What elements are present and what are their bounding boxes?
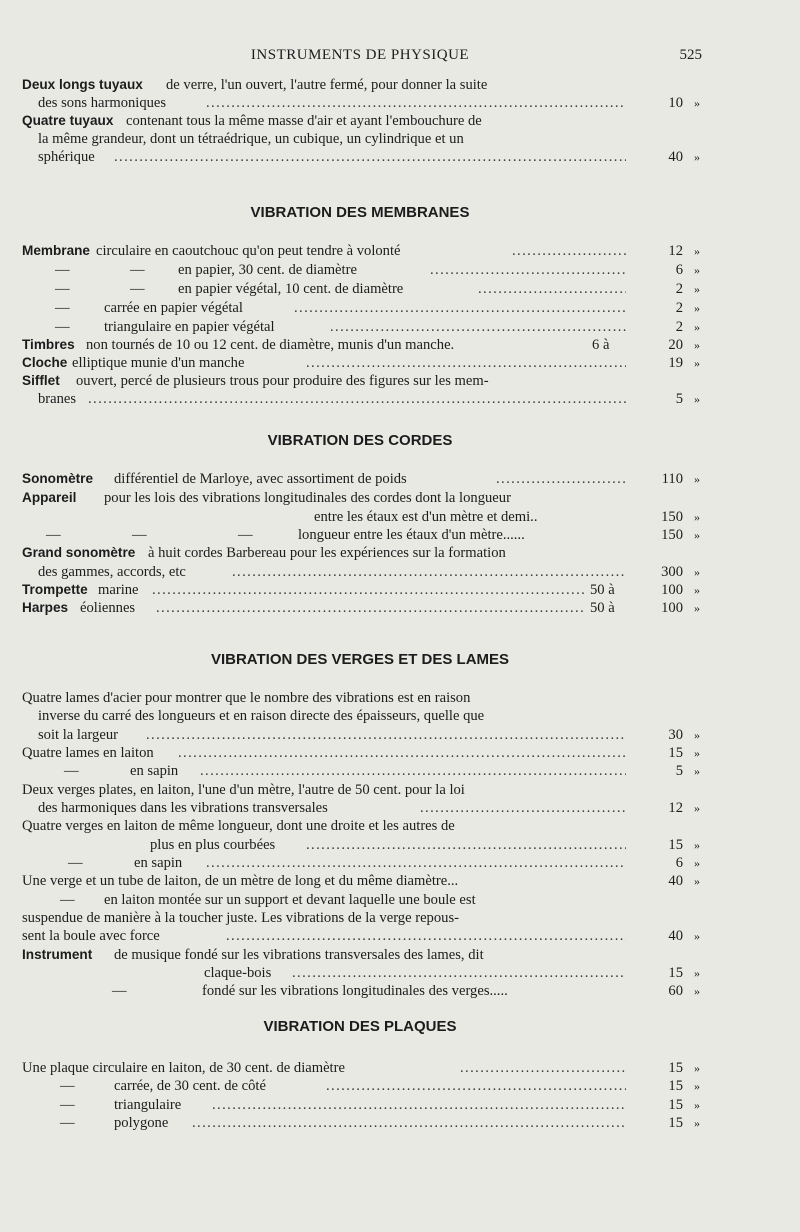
item-price: 30: [668, 727, 683, 743]
item-lead: Trompette: [22, 582, 88, 597]
item-unit: »: [694, 528, 700, 542]
item-text: éoliennes: [80, 600, 136, 616]
ditto-dash: —: [64, 763, 79, 779]
item-text: en sapin: [134, 855, 183, 871]
leader-dots: [200, 762, 626, 780]
item-lead: Instrument: [22, 947, 93, 962]
item-lead: Sonomètre: [22, 471, 94, 486]
item-unit: »: [694, 856, 700, 870]
leader-dots: [206, 94, 626, 112]
leader-dots: [306, 836, 626, 854]
catalog-line: [0, 891, 800, 909]
item-price: 40: [668, 149, 683, 165]
item-price: 15: [668, 1060, 683, 1076]
item-text: sent la boule avec force: [22, 928, 160, 944]
catalog-line: [0, 1096, 800, 1114]
item-unit: »: [694, 1116, 700, 1130]
item-unit: »: [694, 874, 700, 888]
ditto-dash: —: [238, 527, 253, 543]
item-price: 150: [661, 527, 683, 543]
item-text: Une verge et un tube de laiton, de un mètre de long et du même diamètre...: [22, 873, 459, 889]
leader-dots: [88, 390, 626, 408]
item-unit: »: [694, 728, 700, 742]
item-text: entre les étaux est d'un mètre et demi..: [314, 509, 538, 525]
item-price: 100: [661, 582, 683, 598]
section-heading: VIBRATION DES CORDES: [267, 432, 453, 449]
leader-dots: [212, 1096, 626, 1114]
item-unit: »: [694, 966, 700, 980]
item-text: différentiel de Marloye, avec assortiment de poids: [114, 471, 407, 487]
item-text: claque-bois: [204, 965, 272, 981]
catalog-line: [0, 581, 800, 599]
ditto-dash: —: [60, 1115, 75, 1131]
item-price: 15: [668, 1078, 683, 1094]
ditto-dash: —: [112, 983, 127, 999]
leader-dots: [306, 354, 626, 372]
item-unit: »: [694, 338, 700, 352]
catalog-line: [0, 372, 800, 390]
item-unit: »: [694, 984, 700, 998]
catalog-line: [0, 563, 800, 581]
leader-dots: [512, 242, 626, 260]
catalog-line: [0, 982, 800, 1000]
item-qty: 50 à: [590, 600, 615, 616]
leader-dots: [206, 854, 626, 872]
item-text: sphérique: [38, 149, 95, 165]
item-lead: Grand sonomètre: [22, 545, 136, 560]
item-qty: 6 à: [592, 337, 610, 353]
item-unit: »: [694, 282, 700, 296]
item-lead: Harpes: [22, 600, 69, 615]
catalog-line: [0, 854, 800, 872]
catalog-line: [0, 489, 800, 507]
item-unit: »: [694, 801, 700, 815]
item-text: Deux verges plates, en laiton, l'une d'un mètre, l'autre de 50 cent. pour la loi: [22, 782, 465, 798]
item-lead: Deux longs tuyaux: [22, 77, 143, 92]
catalog-line: [0, 964, 800, 982]
item-price: 2: [675, 281, 683, 297]
catalog-line: [0, 318, 800, 336]
catalog-line: [0, 470, 800, 488]
item-price: 10: [668, 95, 683, 111]
item-price: 300: [661, 564, 683, 580]
catalog-line: [0, 1114, 800, 1132]
ditto-dash: —: [130, 281, 145, 297]
catalog-line: [0, 148, 800, 166]
catalog-line: [0, 726, 800, 744]
item-text: fondé sur les vibrations longitudinales des verges.....: [202, 983, 508, 999]
item-text: des harmoniques dans les vibrations transversales: [38, 800, 328, 816]
item-text: branes: [38, 391, 77, 407]
catalog-line: [0, 1059, 800, 1077]
leader-dots: [192, 1114, 626, 1132]
ditto-dash: —: [55, 300, 70, 316]
leader-dots: [226, 927, 626, 945]
catalog-line: [0, 707, 800, 725]
catalog-line: [0, 909, 800, 927]
item-unit: »: [694, 356, 700, 370]
item-unit: »: [694, 601, 700, 615]
item-text: soit la largeur: [38, 727, 118, 743]
item-price: 15: [668, 965, 683, 981]
item-text: plus en plus courbées: [150, 837, 276, 853]
section-heading: VIBRATION DES PLAQUES: [263, 1018, 457, 1035]
item-unit: »: [694, 96, 700, 110]
item-qty: 50 à: [590, 582, 615, 598]
catalog-line: [0, 544, 800, 562]
item-lead: Appareil: [22, 490, 77, 505]
item-price: 6: [675, 262, 683, 278]
item-price: 15: [668, 837, 683, 853]
item-unit: »: [694, 244, 700, 258]
item-unit: »: [694, 1079, 700, 1093]
item-unit: »: [694, 263, 700, 277]
item-price: 60: [668, 983, 683, 999]
item-text: elliptique munie d'un manche: [72, 355, 245, 371]
item-text: à huit cordes Barbereau pour les expériences sur la formation: [148, 545, 506, 561]
catalog-line: [0, 242, 800, 260]
item-text: Quatre lames en laiton: [22, 745, 154, 761]
catalog-line: [0, 508, 800, 526]
item-text: en sapin: [130, 763, 179, 779]
ditto-dash: —: [55, 262, 70, 278]
ditto-dash: —: [132, 527, 147, 543]
catalog-line: [0, 744, 800, 762]
item-price: 40: [668, 928, 683, 944]
catalog-line: [0, 280, 800, 298]
item-text: carrée en papier végétal: [104, 300, 243, 316]
leader-dots: [114, 148, 626, 166]
ditto-dash: —: [46, 527, 61, 543]
item-unit: »: [694, 1098, 700, 1112]
leader-dots: [460, 1059, 626, 1077]
catalog-line: [0, 390, 800, 408]
item-price: 150: [661, 509, 683, 525]
item-price: 15: [668, 745, 683, 761]
catalog-line: [0, 762, 800, 780]
item-unit: »: [694, 301, 700, 315]
item-text: circulaire en caoutchouc qu'on peut tendre à volonté: [96, 243, 401, 259]
item-text: triangulaire: [114, 1097, 182, 1113]
item-text: contenant tous la même masse d'air et ayant l'embouchure de: [126, 113, 482, 129]
item-text: en papier, 30 cent. de diamètre: [178, 262, 357, 278]
item-unit: »: [694, 510, 700, 524]
leader-dots: [178, 744, 626, 762]
catalog-line: [0, 872, 800, 890]
item-price: 20: [668, 337, 683, 353]
item-text: Quatre verges en laiton de même longueur, dont une droite et les autres de: [22, 818, 455, 834]
catalog-line: [0, 927, 800, 945]
catalog-line: [0, 799, 800, 817]
catalog-line: [0, 354, 800, 372]
catalog-line: [0, 836, 800, 854]
section-heading: VIBRATION DES MEMBRANES: [250, 204, 470, 221]
item-text: de musique fondé sur les vibrations transversales des lames, dit: [114, 947, 484, 963]
item-text: non tournés de 10 ou 12 cent. de diamètre, munis d'un manche.: [86, 337, 455, 353]
item-price: 40: [668, 873, 683, 889]
item-unit: »: [694, 150, 700, 164]
catalog-line: [0, 817, 800, 835]
item-lead: Quatre tuyaux: [22, 113, 114, 128]
item-text: en laiton montée sur un support et devant laquelle une boule est: [104, 892, 476, 908]
catalog-line: [0, 130, 800, 148]
catalog-line: [0, 781, 800, 799]
item-unit: »: [694, 472, 700, 486]
item-unit: »: [694, 929, 700, 943]
ditto-dash: —: [60, 1097, 75, 1113]
catalog-line: [0, 94, 800, 112]
item-text: triangulaire en papier végétal: [104, 319, 275, 335]
item-price: 15: [668, 1115, 683, 1131]
leader-dots: [152, 581, 586, 599]
item-lead: Sifflet: [22, 373, 60, 388]
item-text: marine: [98, 582, 139, 598]
leader-dots: [292, 964, 626, 982]
item-unit: »: [694, 392, 700, 406]
item-unit: »: [694, 838, 700, 852]
leader-dots: [156, 599, 586, 617]
catalog-line: [0, 599, 800, 617]
leader-dots: [326, 1077, 626, 1095]
ditto-dash: —: [130, 262, 145, 278]
catalog-line: [0, 261, 800, 279]
leader-dots: [496, 470, 626, 488]
leader-dots: [330, 318, 626, 336]
ditto-dash: —: [60, 892, 75, 908]
item-text: en papier végétal, 10 cent. de diamètre: [178, 281, 404, 297]
item-text: des gammes, accords, etc: [38, 564, 186, 580]
item-price: 6: [675, 855, 683, 871]
item-price: 5: [675, 391, 683, 407]
item-text: Quatre lames d'acier pour montrer que le nombre des vibrations est en raison: [22, 690, 471, 706]
item-price: 12: [668, 800, 683, 816]
item-price: 2: [675, 319, 683, 335]
catalog-line: [0, 112, 800, 130]
catalog-line: [0, 946, 800, 964]
ditto-dash: —: [55, 281, 70, 297]
item-unit: »: [694, 583, 700, 597]
item-price: 2: [675, 300, 683, 316]
item-text: suspendue de manière à la toucher juste. Les vibrations de la verge repous-: [22, 910, 459, 926]
catalog-line: [0, 76, 800, 94]
item-unit: »: [694, 764, 700, 778]
catalog-line: [0, 299, 800, 317]
leader-dots: [478, 280, 626, 298]
item-lead: Cloche: [22, 355, 68, 370]
item-unit: »: [694, 1061, 700, 1075]
leader-dots: [294, 299, 626, 317]
section-heading: VIBRATION DES VERGES ET DES LAMES: [210, 651, 510, 668]
catalog-line: [0, 1077, 800, 1095]
item-price: 15: [668, 1097, 683, 1113]
ditto-dash: —: [68, 855, 83, 871]
item-lead: Timbres: [22, 337, 75, 352]
ditto-dash: —: [55, 319, 70, 335]
catalog-line: [0, 689, 800, 707]
page-title: INSTRUMENTS DE PHYSIQUE: [250, 47, 470, 63]
item-price: 12: [668, 243, 683, 259]
item-text: carrée, de 30 cent. de côté: [114, 1078, 266, 1094]
item-price: 19: [668, 355, 683, 371]
item-text: la même grandeur, dont un tétraédrique, un cubique, un cylindrique et un: [38, 131, 464, 147]
item-text: Une plaque circulaire en laiton, de 30 cent. de diamètre: [22, 1060, 345, 1076]
running-head: [0, 47, 800, 69]
leader-dots: [146, 726, 626, 744]
item-price: 100: [661, 600, 683, 616]
item-unit: »: [694, 320, 700, 334]
item-unit: »: [694, 565, 700, 579]
catalog-line: [0, 526, 800, 544]
item-unit: »: [694, 746, 700, 760]
ditto-dash: —: [60, 1078, 75, 1094]
item-text: ouvert, percé de plusieurs trous pour produire des figures sur les mem-: [76, 373, 489, 389]
leader-dots: [420, 799, 626, 817]
catalog-line: [0, 336, 800, 354]
item-text: de verre, l'un ouvert, l'autre fermé, pour donner la suite: [166, 77, 488, 93]
item-text: polygone: [114, 1115, 169, 1131]
item-price: 110: [661, 471, 683, 487]
item-lead: Membrane: [22, 243, 90, 258]
item-text: longueur entre les étaux d'un mètre......: [298, 527, 525, 543]
item-text: pour les lois des vibrations longitudinales des cordes dont la longueur: [104, 490, 511, 506]
item-price: 5: [675, 763, 683, 779]
leader-dots: [430, 261, 626, 279]
page-number: 525: [679, 47, 702, 63]
item-text: des sons harmoniques: [38, 95, 167, 111]
leader-dots: [232, 563, 626, 581]
item-text: inverse du carré des longueurs et en raison directe des épaisseurs, quelle que: [38, 708, 485, 724]
